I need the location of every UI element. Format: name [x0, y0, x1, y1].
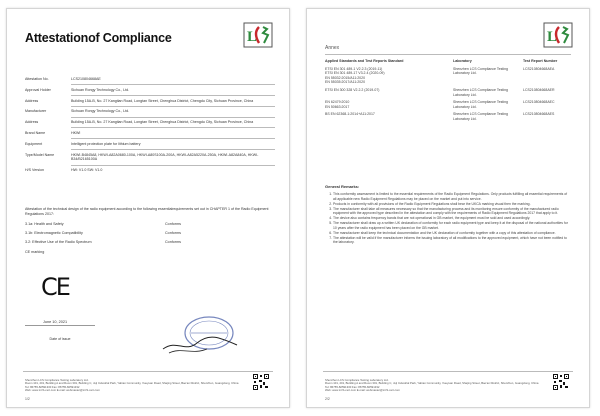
- table-row: [325, 112, 575, 121]
- divider: [71, 149, 275, 150]
- remark-item: 2. Products in conformity with all provisions of the Radio Equipment Regulations shall bear the UKCA marking visual then the marking.: [333, 202, 571, 207]
- divider: [325, 54, 571, 55]
- column-header: Laboratory: [453, 59, 472, 63]
- page-number: 2/2: [325, 397, 330, 401]
- footer-line: Web: www.LCS-cert.com E-mail: webmaster@LCS-cert.com: [325, 388, 400, 393]
- requirement-item: 3.1a: Health and Safety: [25, 222, 64, 226]
- standards-table: [325, 59, 575, 122]
- requirement-row: [25, 231, 245, 236]
- lcs-logo-icon: [543, 21, 573, 49]
- field-label: Address: [25, 98, 39, 103]
- table-row: [325, 67, 575, 85]
- field-label: Attestation No.: [25, 77, 49, 81]
- laboratory-cell: Shenzhen LCS Compliance Testing Laboratory Ltd.: [453, 87, 508, 97]
- footer: [325, 379, 575, 393]
- laboratory-cell: Shenzhen LCS Compliance Testing Laboratory Ltd.: [453, 112, 508, 121]
- company-stamp-icon: [157, 309, 247, 359]
- footer-divider: [23, 371, 273, 372]
- field-value: HW: V1.0 SW: V1.0: [71, 168, 103, 173]
- divider: [71, 117, 275, 118]
- requirement-result: Conforms: [165, 222, 181, 226]
- footer-line: Tel: 86755-82591330 Fax: 86755-82591332: [325, 384, 380, 389]
- divider: [71, 127, 275, 128]
- divider: [71, 84, 275, 85]
- attestation-statement: Attestation of the technical design of the radio equipment according to the following essentialrequirements set out in CHAPTER 1 of the Radio Equipment Regulations 2017:: [25, 207, 269, 216]
- table-row: [325, 100, 575, 109]
- remark-item: 5. The manufacturer shall draw up a written UK declaration of conformity for each radio equipment type and keep it at the disposal of the national authorities for 10 years after the radio equipment has been placed on the GB market.: [333, 221, 571, 230]
- footer-line: Room 101, 201, Building A and Room 301, Building C, Juji Industrial Park, Yabian Community, Xueyuan Road, Shajing Street, Bao'an District, Shenzhen, Guangdong, China: [25, 381, 239, 386]
- standard-cell: BS EN 62368-1:2014+A11:2017: [325, 112, 375, 117]
- remark-item: 4. The device also contains frequency bands that are not operational in GB market, the equipment must be sold and used accordingly.: [333, 216, 571, 221]
- ce-mark: CE: [41, 273, 69, 301]
- table-row: [325, 88, 575, 97]
- column-header: Applied Standards and Test Reports Standard: [325, 59, 404, 63]
- field-row: [25, 120, 275, 125]
- requirement-row: [25, 250, 245, 255]
- field-label: Type/Model Name: [25, 152, 55, 157]
- column-header: Test Report Number: [523, 59, 558, 63]
- field-value: Building 15A-B, No. 27 Kangtian Road, Longtan Street, Chenghua District, Chengdu City, Sichuan Province, China: [71, 120, 254, 125]
- divider: [71, 165, 275, 166]
- field-row: [25, 131, 275, 136]
- laboratory-cell: Shenzhen LCS Compliance Testing Laboratory Ltd.: [453, 100, 508, 109]
- footer-line: Tel: 86755-82591330 Fax: 86755-82591332: [25, 384, 80, 389]
- lcs-logo-icon: [243, 21, 273, 49]
- field-value: Building 15A-B, No. 27 Kangtian Road, Longtan Street, Chenghua District, Chengdu City, Sichuan Province, China: [71, 98, 254, 103]
- remark-item: 6. The manufacturer shall keep the technical documentation and the UK declaration of conformity together with a copy of this attestation of compliance.: [333, 231, 571, 236]
- field-row: [25, 168, 275, 173]
- field-row: [25, 142, 275, 147]
- footer-line: Room 101, 201, Building A and Room 301, Building C, Juji Industrial Park, Yabian Community, Xueyuan Road, Shajing Street, Bao'an District, Shenzhen, Guangdong, China: [325, 381, 539, 386]
- field-row: [25, 153, 275, 163]
- field-value: LCS210804668AE: [71, 77, 101, 81]
- report-number-cell: LCS210804668AER: [523, 87, 555, 92]
- attestation-fields: [25, 77, 275, 173]
- footer-line: Web: www.LCS-cert.com E-mail: webmaster@LCS-cert.com: [25, 388, 100, 393]
- requirement-result: Conforms: [165, 240, 181, 245]
- requirement-item: 3.1b: Electromagnetic Compatibility: [25, 231, 83, 236]
- issue-date: June 10, 2021: [43, 320, 68, 324]
- page-number: 1/2: [25, 397, 30, 401]
- remark-item: 7. The attestation will be valid if the manufacturer informs the issuing laboratory of all modifications to the approved equipment, which have not been notified to the laboratory.: [333, 236, 571, 245]
- divider: [71, 106, 275, 107]
- field-row: [25, 77, 275, 82]
- footer-divider: [323, 371, 573, 372]
- field-label: Equipment: [25, 141, 43, 146]
- general-remarks: [325, 192, 571, 245]
- field-label: Address: [25, 120, 39, 125]
- divider: [71, 95, 275, 96]
- footer-line: Shenzhen LCS Compliance Testing Laboratory Ltd.: [25, 377, 89, 382]
- field-label: H/S Version: [25, 168, 44, 173]
- field-value: Sichuan Rongy Technology Co., Ltd.: [71, 87, 130, 92]
- requirement-item: CE marking: [25, 249, 45, 254]
- standard-cell: ETSI EN 301 489-1 V2.2.3 (2019-11) ETSI EN 301 489-17 V3.2.4 (2020-09) EN 55032:2015/A11:2020 EN 55035:2017/A11:2020: [325, 66, 385, 85]
- footer: [25, 379, 275, 393]
- table-header: [325, 59, 575, 64]
- standard-cell: EN 62479:2010 EN 50663:2017: [325, 100, 350, 109]
- report-number-cell: LCS210804668AEA: [523, 66, 555, 71]
- field-value: Intelligent protection plate for lithium battery: [71, 141, 141, 146]
- field-row: [25, 88, 275, 93]
- issue-date-label: Date of issue: [49, 337, 71, 341]
- divider: [71, 138, 275, 139]
- laboratory-cell: Shenzhen LCS Compliance Testing Laboratory Ltd.: [453, 66, 508, 76]
- requirements-table: [25, 222, 245, 259]
- requirement-row: [25, 222, 245, 227]
- requirement-item: 3.2: Effective Use of the Radio Spectrum: [25, 240, 92, 245]
- qr-code-icon: [253, 374, 269, 390]
- report-number-cell: LCS210804668AES: [523, 112, 555, 117]
- field-value: HKWI: [71, 130, 81, 135]
- svg-text:L: L: [247, 29, 258, 45]
- field-value: HKWI-B4845A8, HKWI-A82A0680-100A, HKWI-A80S100A-200A, HKWI-A82A5220A-250A, HKWI-A82A840A, HKWI-B34/B2165100A: [71, 152, 259, 162]
- field-label: Brand Name: [25, 130, 46, 135]
- document-title: Attestationof Compliance: [25, 31, 172, 45]
- footer-line: Shenzhen LCS Compliance Testing Laboratory Ltd.: [325, 377, 389, 382]
- date-underline: [25, 325, 95, 326]
- remarks-heading: General Remarks:: [325, 184, 360, 189]
- field-label: Manufacturer: [25, 109, 47, 114]
- field-label: Approval Holder: [25, 87, 51, 92]
- certificate-page-2: [306, 8, 590, 408]
- certificate-page-1: [6, 8, 290, 408]
- qr-code-icon: [553, 374, 569, 390]
- svg-text:L: L: [547, 29, 558, 45]
- standard-cell: ETSI EN 300 328 V2.2.2 (2019-07): [325, 87, 380, 92]
- requirement-result: Conforms: [165, 231, 181, 236]
- remark-item: 3. The manufacturer shall take all measures necessary so that the manufacturing process and its monitoring ensure conformity of the manufactured radio equipment with the approved type described in the attestation and comply with the requirements of Radio Equipment Regulations 2017 that apply to it.: [333, 207, 571, 216]
- annex-title: Annex: [325, 45, 340, 51]
- field-row: [25, 109, 275, 114]
- report-number-cell: LCS210804668AEC: [523, 100, 555, 105]
- field-row: [25, 99, 275, 104]
- requirement-row: [25, 240, 245, 245]
- remark-item: 1. This conformity assessment is limited to the essential requirements of the Radio Equipment Regulations. Only products fulfilling all essential requirements of all applicable new Radio Equipment Regulations may be placed on the market and put into service.: [333, 192, 571, 201]
- field-value: Sichuan Rongy Technology Co., Ltd.: [71, 109, 130, 114]
